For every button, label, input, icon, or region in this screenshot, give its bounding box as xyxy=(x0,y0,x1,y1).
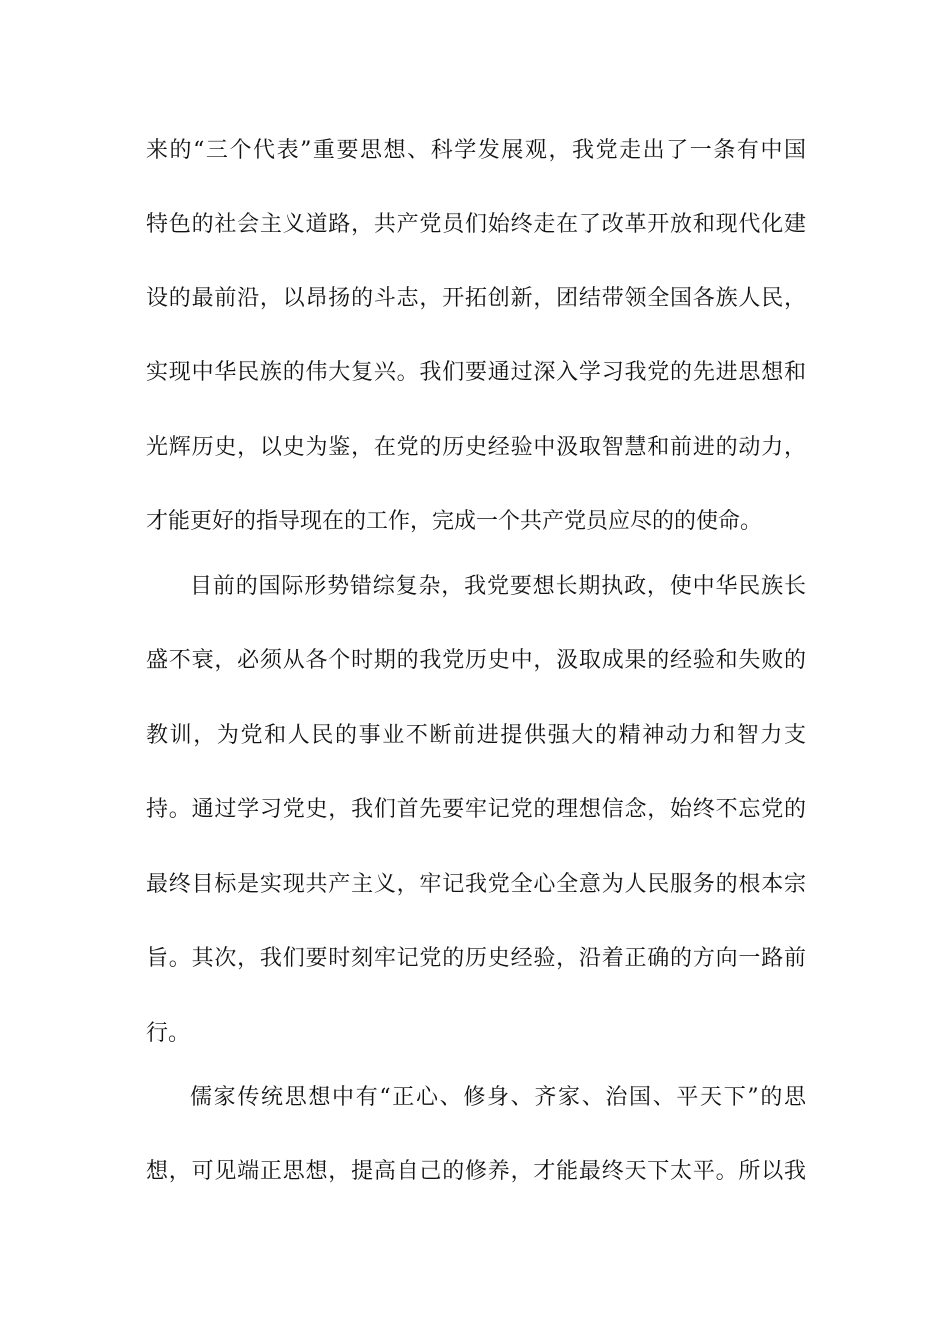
paragraph-line: 特色的社会主义道路，共产党员们始终走在了改革开放和现代化建 xyxy=(146,212,806,237)
paragraph-line: 光辉历史，以史为鉴，在党的历史经验中汲取智慧和前进的动力， xyxy=(146,435,806,460)
paragraph-line: 教训，为党和人民的事业不断前进提供强大的精神动力和智力支 xyxy=(146,723,806,748)
paragraph-line: 目前的国际形势错综复杂，我党要想长期执政，使中华民族长 xyxy=(190,574,806,599)
paragraph-line: 来的“三个代表”重要思想、科学发展观，我党走出了一条有中国 xyxy=(146,138,806,163)
paragraph-line: 儒家传统思想中有“正心、修身、齐家、治国、平天下”的思 xyxy=(190,1085,806,1110)
paragraph-line: 旨。其次，我们要时刻牢记党的历史经验，沿着正确的方向一路前 xyxy=(146,946,806,971)
paragraph-line: 想，可见端正思想，提高自己的修养，才能最终天下太平。所以我 xyxy=(146,1159,806,1184)
paragraph-line: 持。通过学习党史，我们首先要牢记党的理想信念，始终不忘党的 xyxy=(146,797,806,822)
paragraph-line: 行。 xyxy=(146,1021,191,1046)
paragraph-line: 最终目标是实现共产主义，牢记我党全心全意为人民服务的根本宗 xyxy=(146,872,806,897)
paragraph-line: 才能更好的指导现在的工作，完成一个共产党员应尽的的使命。 xyxy=(146,509,763,534)
paragraph-line: 实现中华民族的伟大复兴。我们要通过深入学习我党的先进思想和 xyxy=(146,360,806,385)
paragraph-line: 设的最前沿，以昂扬的斗志，开拓创新，团结带领全国各族人民， xyxy=(146,286,806,311)
paragraph-line: 盛不衰，必须从各个时期的我党历史中，汲取成果的经验和失败的 xyxy=(146,648,806,673)
